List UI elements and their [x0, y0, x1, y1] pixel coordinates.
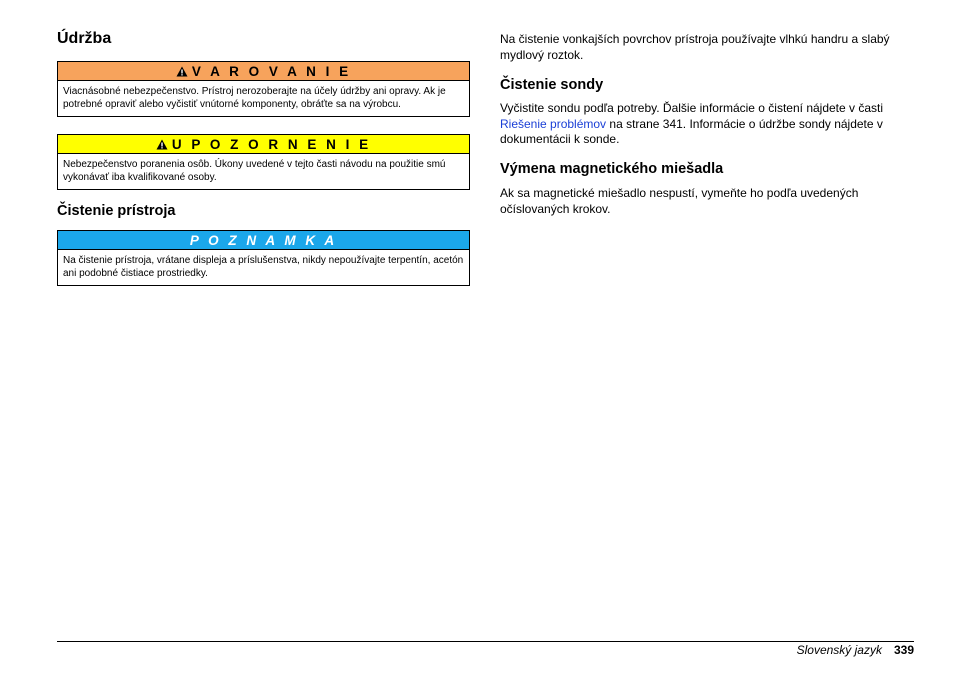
caution-text: Nebezpečenstvo poranenia osôb. Úkony uvedené v tejto časti návodu na použitie smú vykonávať iba kvalifikované osoby. — [63, 159, 446, 183]
note-header — [58, 231, 469, 250]
caution-box — [57, 134, 470, 190]
caution-header — [58, 135, 469, 154]
page-footer — [797, 643, 914, 657]
troubleshooting-link[interactable]: Riešenie problémov — [500, 116, 607, 131]
note-box — [57, 230, 470, 286]
probe-text-after: na strane 341. Informácie o údržbe sondy nájdete v dokumentácii k sonde. — [500, 116, 883, 146]
warning-label: V A R O V A N I E — [191, 63, 352, 79]
note-label: P O Z N A M K A — [189, 232, 338, 248]
cleaning-title: Čistenie prístroja — [57, 203, 176, 219]
probe-title: Čistenie sondy — [500, 77, 604, 93]
stirrer-text: Ak sa magnetické miešadlo nespustí, vymeňte ho podľa uvedených očíslovaných krokov. — [500, 186, 859, 216]
note-text: Na čistenie prístroja, vrátane displeja a príslušenstva, nikdy nepoužívajte terpentín, acetón ani podobné čistiace prostriedky. — [63, 255, 464, 279]
footer-divider — [57, 641, 914, 642]
probe-text-before: Vyčistite sondu podľa potreby. Ďalšie informácie o čistení nájdete v časti — [500, 101, 884, 115]
footer-language: Slovenský jazyk — [796, 643, 882, 657]
probe-text — [500, 101, 914, 148]
warning-text: Viacnásobné nebezpečenstvo. Prístroj nerozoberajte na účely údržby ani opravy. Ak je potrebné opraviť alebo vyčistiť vnútorné komponenty, obráťte sa na výrobcu. — [63, 86, 446, 110]
warning-header — [58, 62, 469, 81]
page-number: 339 — [893, 643, 914, 657]
section-title: Údržba — [57, 30, 112, 47]
warning-triangle-icon — [176, 66, 188, 77]
caution-label: U P O Z O R N E N I E — [171, 136, 372, 152]
intro-text: Na čistenie vonkajších povrchov prístroja používajte vlhkú handru a slabý mydlový roztok. — [500, 32, 890, 62]
warning-triangle-icon — [156, 139, 168, 150]
stirrer-title: Výmena magnetického miešadla — [500, 161, 724, 177]
warning-box — [57, 61, 470, 117]
